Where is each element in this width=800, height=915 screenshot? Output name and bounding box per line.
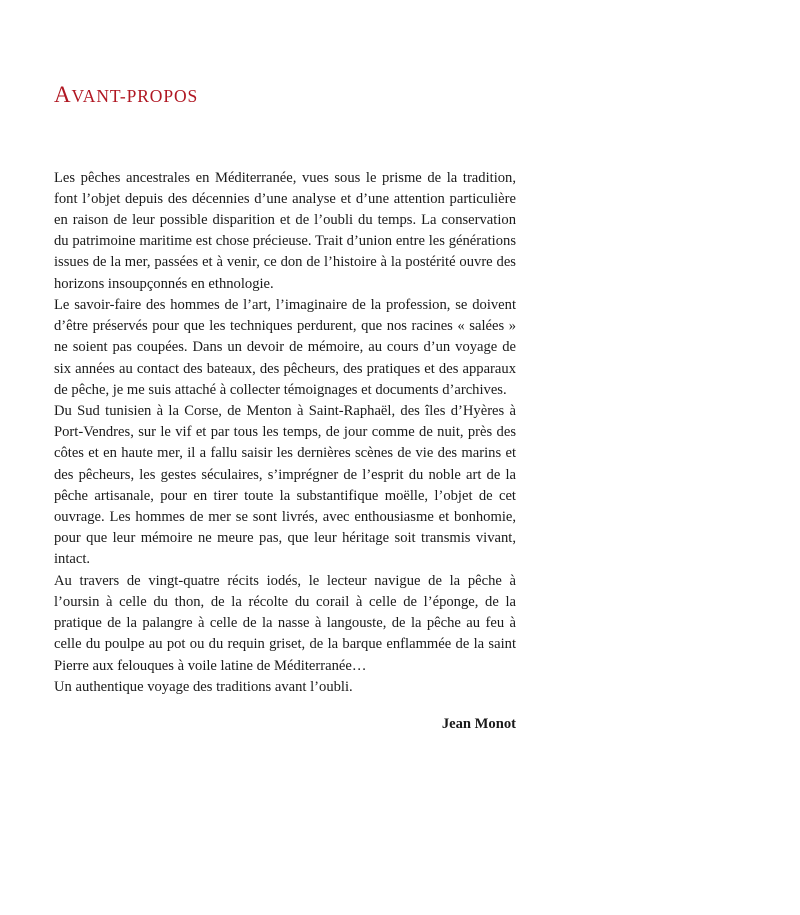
paragraph: Le savoir-faire des hommes de l’art, l’imaginaire de la profession, se doivent d’être préservés pour que les techniques perdurent, que nos racines « salées » ne soient pas coupées. Dans un devoir de mémoire, au cours d’un voyage de six années au contact des bateaux, des pêcheurs, des pratiques et des apparaux de pêche, je me suis attaché à collecter témoignages et documents d’archives.	[54, 296, 516, 398]
page-title-rest: VANT-PROPOS	[71, 86, 199, 106]
paragraph: Un authentique voyage des traditions avant l’oubli.	[54, 678, 353, 695]
author-signature: Jean Monot	[441, 716, 516, 733]
paragraph: Du Sud tunisien à la Corse, de Menton à Saint-Raphaël, des îles d’Hyères à Port-Vendres, sur le vif et par tous les temps, de jour comme de nuit, près des côtes et en haute mer, il a fallu saisir les dernières scènes de vie des marins et des pêcheurs, les gestes séculaires, s’imprégner de l’esprit du noble art de la pêche artisanale, pour en tirer toute la substantifique moëlle, l’objet de cet ouvrage. Les hommes de mer se sont livrés, avec enthousiasme et bonhomie, pour que leur mémoire ne meure pas, que leur héritage soit transmis vivant, intact.	[54, 402, 516, 568]
body-text	[54, 168, 516, 698]
paragraph: Les pêches ancestrales en Méditerranée, vues sous le prisme de la tradition, font l’objet depuis des décennies d’une analyse et d’une attention particulière en raison de leur possible disparition et de l’oubli du temps. La conservation du patrimoine maritime est chose précieuse. Trait d’union entre les générations issues de la mer, passées et à venir, ce don de l’histoire à la postérité ouvre des horizons insoupçonnés en ethnologie.	[54, 169, 516, 292]
page-content	[54, 82, 516, 733]
paragraph: Au travers de vingt-quatre récits iodés, le lecteur navigue de la pêche à l’oursin à celle du thon, de la récolte du corail à celle de l’éponge, de la pratique de la palangre à celle de la nasse à langouste, de la pêche au feu à celle du poulpe au pot ou du requin griset, de la barque enflammée de la saint Pierre aux felouques à voile latine de Méditerranée…	[54, 572, 516, 674]
page-title	[54, 82, 516, 108]
page-title-initial: A	[54, 82, 72, 107]
